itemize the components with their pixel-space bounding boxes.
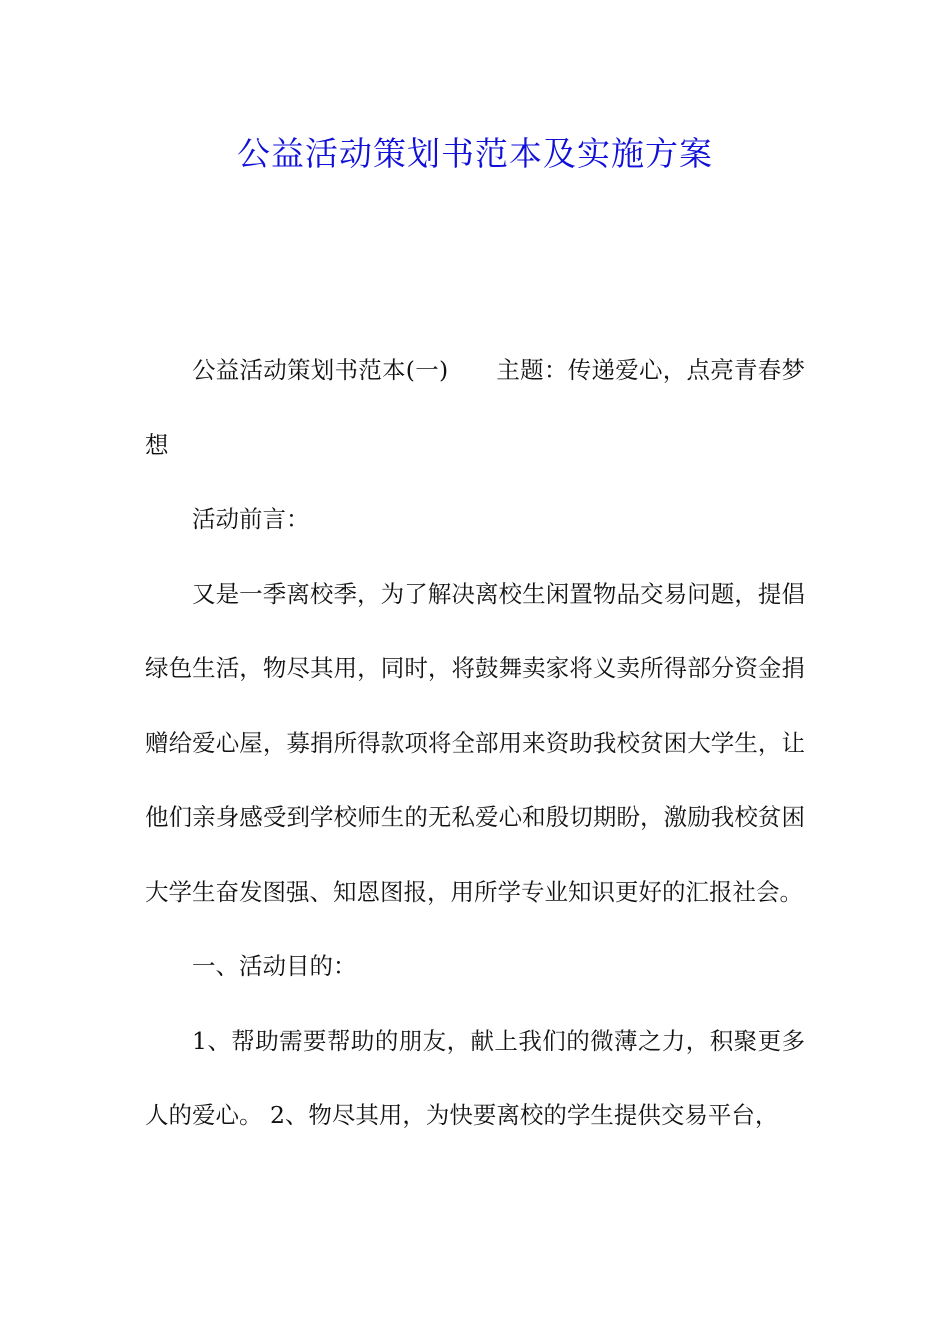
paragraph-preface-body: 又是一季离校季，为了解决离校生闲置物品交易问题，提倡绿色生活，物尽其用，同时，将鼓舞卖家将义卖所得部分资金捐赠给爱心屋，募捐所得款项将全部用来资助我校贫困大学生，让他们亲身感受到学校师生的无私爱心和殷切期盼，激励我校贫困大学生奋发图强、知恩图报，用所学专业知识更好的汇报社会。	[145, 579, 805, 906]
theme-text: 主题：传递爱心，点亮青春梦想	[145, 356, 806, 459]
paragraph-preface-heading: 活动前言：	[192, 505, 310, 533]
paragraph-purpose-items: 1、帮助需要帮助的朋友，献上我们的微薄之力，积聚更多人的爱心。 2、物尽其用，为快要离校的学生提供交易平台，	[145, 1026, 805, 1129]
document-title: 公益活动策划书范本及实施方案	[237, 134, 713, 173]
paragraph-theme	[145, 333, 805, 482]
document-body	[145, 333, 805, 1153]
paragraph-purpose-heading: 一、活动目的：	[192, 952, 357, 980]
section-heading-template-one: 公益活动策划书范本(一)	[192, 356, 449, 384]
